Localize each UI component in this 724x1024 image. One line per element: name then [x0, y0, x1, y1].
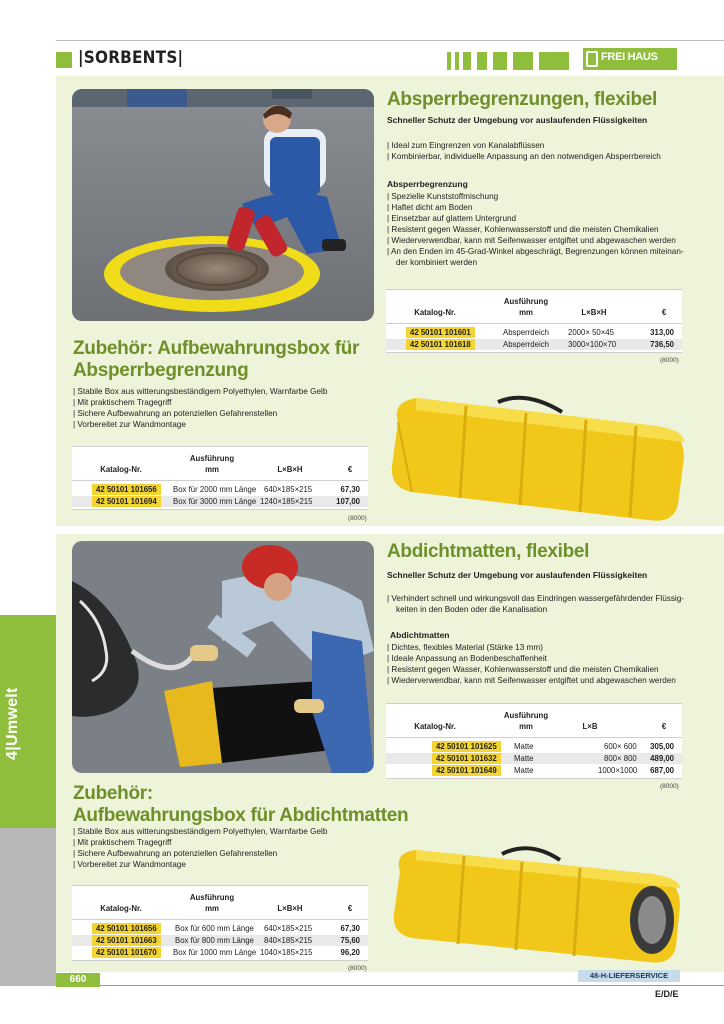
header-rule [56, 40, 724, 41]
table-note: (8000) [348, 515, 367, 522]
bullet: | Vorbereitet zur Wandmontage [73, 420, 186, 429]
col-header-catalog: Katalog-Nr. [414, 308, 456, 317]
table-row: 42 50101 101663 Box für 800 mm Länge 840×185×215 75,60 [72, 935, 368, 946]
product1-table [386, 289, 682, 353]
storage-box-image-2 [390, 838, 690, 968]
page-number: 660 [56, 973, 100, 987]
accessory2-title [73, 783, 408, 827]
col-header-ausfuehrung: Ausführung [503, 297, 549, 306]
delivery-icon [586, 51, 598, 67]
bullet-continuation: der kombiniert werden [396, 258, 478, 267]
accessory1-title [73, 338, 359, 382]
bullet: | Sichere Aufbewahrung an potenziellen Gefahrenstellen [73, 849, 278, 858]
product2-bullets [387, 593, 684, 615]
bullet: | Kombinierbar, individuelle Anpassung an den notwendigen Absperrbereich [387, 152, 661, 161]
accessory1-bullets [73, 386, 327, 430]
bullet: | Stabile Box aus witterungsbeständigem Polyethylen, Warnfarbe Gelb [73, 827, 328, 836]
col-header-catalog: Katalog-Nr. [100, 904, 142, 913]
accessory2-bullets [73, 826, 327, 870]
product2-title: Abdichtmatten, flexibel [387, 541, 590, 562]
bullet: | Haftet dicht am Boden [387, 203, 473, 212]
table-row: 42 50101 101656 Box für 2000 mm Länge 640×185×215 67,30 [72, 484, 368, 495]
col-header-dim: L×B [582, 722, 598, 731]
footer-rule [56, 985, 724, 986]
bullet: | Resistent gegen Wasser, Kohlenwasserstoff und die meisten Chemikalien [387, 225, 659, 234]
col-header-ausfuehrung: Ausführung [189, 893, 235, 902]
photo-mat [72, 541, 374, 773]
product2-table [386, 703, 682, 779]
table-row: 42 50101 101618 Absperrdeich 3000×100×70 736,50 [386, 339, 682, 350]
col-header-price: € [661, 308, 667, 317]
section-marker [56, 52, 72, 68]
bullet: | Wiederverwendbar, kann mit Seifenwasser entgiftet und abgewaschen werden [387, 236, 676, 245]
col-header-price: € [347, 904, 353, 913]
bullet: | Wiederverwendbar, kann mit Seifenwasser entgiftet und abgewaschen werden [387, 676, 676, 685]
language-codes: E/D/E [655, 989, 679, 999]
product2-subtitle: Schneller Schutz der Umgebung vor auslaufenden Flüssigkeiten [387, 570, 648, 580]
col-header-ausfuehrung: Ausführung [189, 454, 235, 463]
product2-section-bullets [387, 642, 676, 686]
col-header-mm: mm [205, 465, 219, 474]
bullet: | Vorbereitet zur Wandmontage [73, 860, 186, 869]
section-title: |SORBENTS| [78, 48, 184, 68]
col-header-ausfuehrung: Ausführung [503, 711, 549, 720]
chapter-tab-gray [0, 828, 56, 986]
bullet: | Verhindert schnell und wirkungsvoll das Eindringen wassergefährdender Flüssig- [387, 594, 685, 603]
bullet: | An den Enden im 45-Grad-Winkel abgeschrägt, Begrenzungen können miteinan- [387, 247, 684, 256]
bullet-continuation: keiten in den Boden oder die Kanalisation [396, 605, 548, 614]
col-header-mm: mm [519, 722, 533, 731]
storage-box-image [386, 382, 692, 527]
table-row: 42 50101 101632 Matte 800× 800 489,00 [386, 753, 682, 764]
col-header-mm: mm [205, 904, 219, 913]
bullet: | Mit praktischem Tragegriff [73, 398, 172, 407]
bullet: | Spezielle Kunststoffmischung [387, 192, 499, 201]
product2-section-heading: Abdichtmatten [390, 630, 450, 640]
col-header-catalog: Katalog-Nr. [100, 465, 142, 474]
bullet: | Stabile Box aus witterungsbeständigem Polyethylen, Warnfarbe Gelb [73, 387, 328, 396]
col-header-price: € [347, 465, 353, 474]
table-note: (8000) [660, 357, 679, 364]
photo-barrier [72, 89, 374, 321]
table-row: 42 50101 101625 Matte 600× 600 305,00 [386, 741, 682, 752]
bullet: | Mit praktischem Tragegriff [73, 838, 172, 847]
col-header-dim: L×B×H [277, 904, 303, 913]
table-row: 42 50101 101656 Box für 600 mm Länge 640×185×215 67,30 [72, 923, 368, 934]
table-row: 42 50101 101649 Matte 1000×1000 687,00 [386, 765, 682, 776]
accessory1-title-line1: Zubehör: Aufbewahrungsbox für [73, 338, 360, 359]
product1-subtitle: Schneller Schutz der Umgebung vor auslaufenden Flüssigkeiten [387, 115, 648, 125]
col-header-dim: L×B×H [277, 465, 303, 474]
col-header-mm: mm [519, 308, 533, 317]
accessory1-title-line2: Absperrbegrenzung [73, 360, 249, 381]
accessory2-title-line1: Zubehör: [73, 783, 153, 804]
table-note: (8000) [348, 965, 367, 972]
accessory2-table [72, 885, 368, 961]
frei-haus-label: FREI HAUS [601, 51, 658, 63]
table-row: 42 50101 101694 Box für 3000 mm Länge 1240×185×215 107,00 [72, 496, 368, 507]
accessory2-title-line2: Aufbewahrungsbox für Abdichtmatten [73, 805, 409, 826]
bullet: | Ideal zum Eingrenzen von Kanalabflüssen [387, 141, 545, 150]
bullet: | Resistent gegen Wasser, Kohlenwasserstoff und die meisten Chemikalien [387, 665, 659, 674]
accessory1-table [72, 446, 368, 510]
bullet: | Einsetzbar auf glattem Untergrund [387, 214, 517, 223]
product1-bullets [387, 140, 661, 162]
bullet: | Sichere Aufbewahrung an potenziellen Gefahrenstellen [73, 409, 278, 418]
bullet: | Ideale Anpassung an Bodenbeschaffenheit [387, 654, 547, 663]
product1-section-bullets [387, 191, 684, 268]
col-header-catalog: Katalog-Nr. [414, 722, 456, 731]
col-header-price: € [661, 722, 667, 731]
bullet: | Dichtes, flexibles Material (Stärke 13 mm) [387, 643, 543, 652]
lieferservice-badge: 48-H-LIEFERSERVICE [578, 970, 680, 982]
col-header-dim: L×B×H [581, 308, 607, 317]
table-row: 42 50101 101670 Box für 1000 mm Länge 1040×185×215 96,20 [72, 947, 368, 958]
product1-section-heading: Absperrbegrenzung [387, 179, 468, 189]
product1-title: Absperrbegrenzungen, flexibel [387, 89, 658, 110]
chapter-tab-label: 4|Umwelt [4, 687, 21, 760]
table-note: (8000) [660, 783, 679, 790]
table-row: 42 50101 101601 Absperrdeich 2000× 50×45 313,00 [386, 327, 682, 338]
frei-haus-badge [583, 48, 677, 70]
